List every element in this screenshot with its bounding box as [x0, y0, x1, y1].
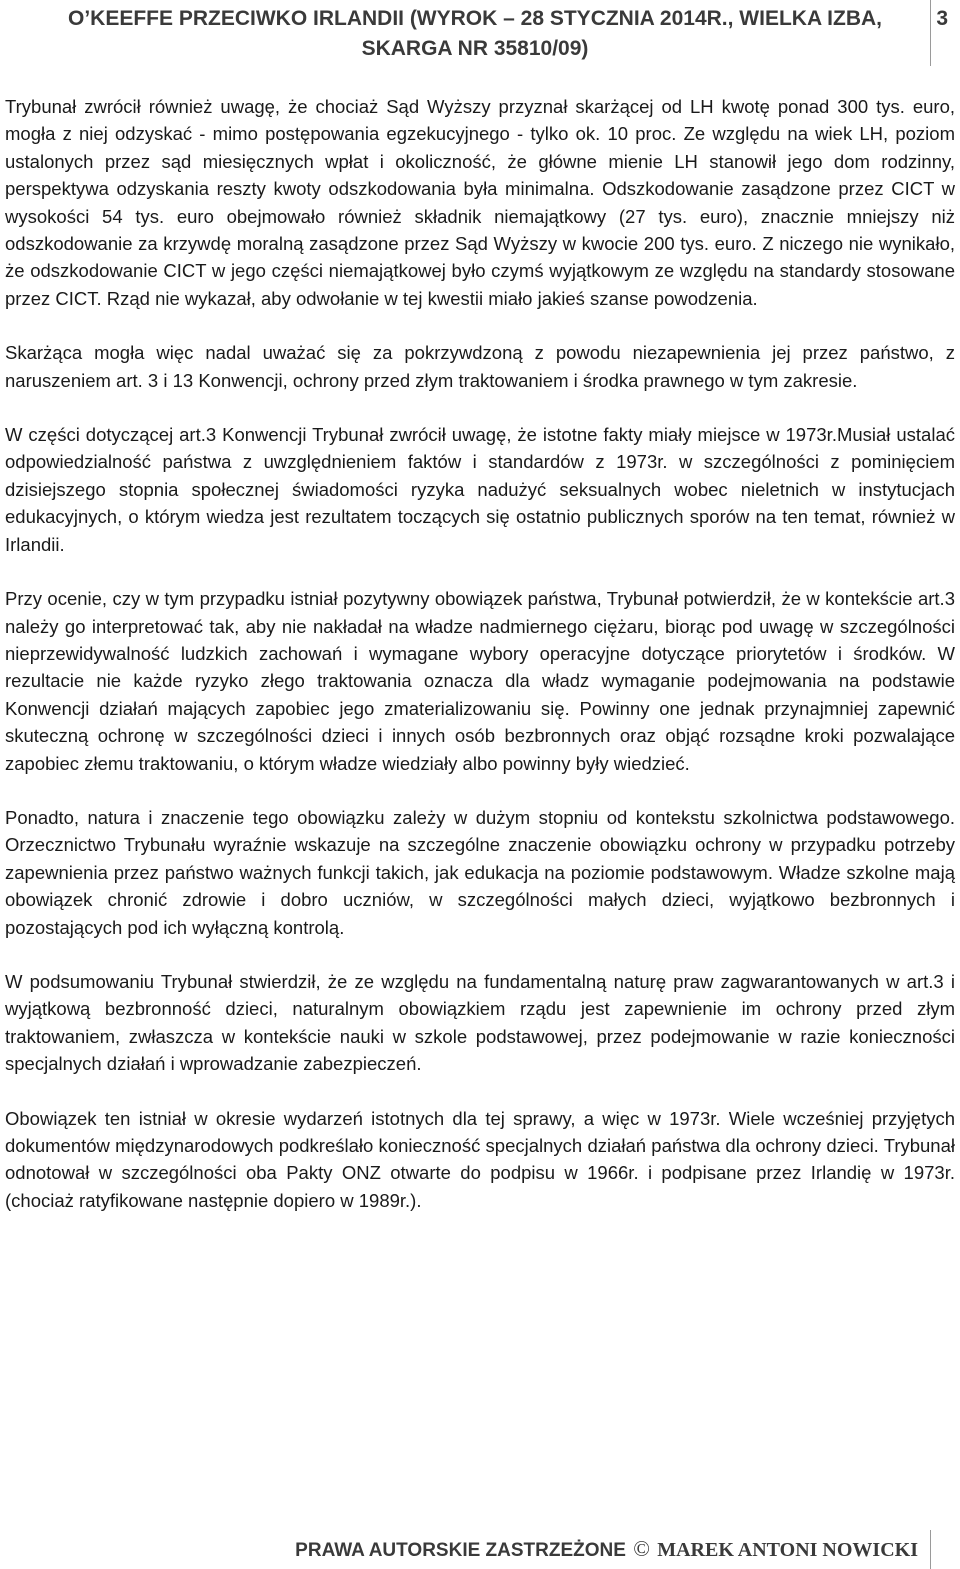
paragraph: Trybunał zwrócił również uwagę, że chociaż Sąd Wyższy przyznał skarżącej od LH kwotę ponad 300 tys. euro, mogła z niej odzyskać - mimo postępowania egzekucyjnego - tylko ok. 10 proc. Ze względu na wiek LH, poziom ustalonych przez sąd miesięcznych wpłat i okoliczność, że główne mienie LH stanowił jego dom rodzinny, perspektywa odzyskania reszty kwoty odszkodowania była minimalna. Odszkodowanie zasądzone przez CICT w wysokości 54 tys. euro obejmowało również składnik niemajątkowy (27 tys. euro), znacznie mniejszy niż odszkodowanie za krzywdę moralną zasądzone przez Sąd Wyższy w kwocie 200 tys. euro. Z niczego nie wynikało, że odszkodowanie CICT w jego części niemajątkowej było czymś wyjątkowym ze względu na standardy stosowane przez CICT. Rząd nie wykazał, aby odwołanie w tej kwestii miało jakieś szanse powodzenia. [5, 96, 955, 309]
paragraph: Obowiązek ten istniał w okresie wydarzeń istotnych dla tej sprawy, a więc w 1973r. Wiele wcześniej przyjętych dokumentów międzynarodowych podkreślało konieczność specjalnych działań państwa dla ochrony dzieci. Trybunał odnotował w szczególności oba Pakty ONZ otwarte do podpisu w 1966r. i podpisane przez Irlandię w 1973r.(chociaż ratyfikowane następnie dopiero w 1989r.). [5, 1107, 955, 1211]
copyright-symbol-icon: © [633, 1536, 650, 1561]
copyright-notice [295, 1536, 918, 1564]
paragraph: Przy ocenie, czy w tym przypadku istniał pozytywny obowiązek państwa, Trybunał potwierdził, że w kontekście art.3 należy go interpretować tak, aby nie nakładał na władze nadmiernego ciężaru, biorąc pod uwagę w szczególności nieprzewidywalność ludzkich zachowań i wymagane wybory operacyjne dotyczące priorytetów i środków. W rezultacie nie każde ryzyko złego traktowania oznacza dla władz wymaganie podejmowania na podstawie Konwencji działań mających zapobiec jego zmaterializowaniu się. Powinny one jednak przynajmniej zapewnić skuteczną ochronę w szczególności dzieci i innych osób bezbronnych oraz objąć rozsądne kroki pozwalające zapobiec złemu traktowaniu, o którym władze wiedziały albo powinny były wiedzieć. [5, 588, 955, 774]
document-body [5, 93, 955, 1241]
paragraph: W podsumowaniu Trybunał stwierdził, że ze względu na fundamentalną naturę praw zagwarantowanych w art.3 i wyjątkową bezbronność dzieci, naturalnym obowiązkiem rządu jest zapewnienie im ochrony przed złym traktowaniem, zwłaszcza w kontekście nauki w szkole podstawowej, przez podejmowanie w razie konieczności specjalnych działań i wprowadzanie zabezpieczeń. [5, 970, 955, 1075]
running-header-title: O’KEEFFE PRZECIWKO IRLANDII (WYROK – 28 STYCZNIA 2014R., WIELKA IZBA, SKARGA NR 35810/09) [67, 7, 882, 60]
paragraph: W części dotyczącej art.3 Konwencji Trybunał zwrócił uwagę, że istotne fakty miały miejsce w 1973r.Musiał ustalać odpowiedzialność państwa z uwzględnieniem faktów i standardów z 1973r. w szczególności z pominięciem dzisiejszego stopnia społecznej świadomości ryzyka nadużyć seksualnych wobec nieletnich w instytucjach edukacyjnych, o którym wiedza jest rezultatem toczących się ostatnio publicznych sporów na ten temat, również w Irlandii. [5, 424, 955, 555]
page-header [0, 0, 960, 72]
header-divider [930, 0, 931, 66]
paragraph: Ponadto, natura i znaczenie tego obowiązku zależy w dużym stopniu od kontekstu szkolnictwa podstawowego. Orzecznictwo Trybunału wyraźnie wskazuje na szczególne znaczenie obowiązku ochrony w przypadku potrzeby zapewnienia przez państwo ważnych funkcji takich, jak edukacja na poziomie podstawowym. Władze szkolne mają obowiązek chronić zdrowie i dobro uczniów, w szczególności małych dzieci, wyjątkowo bezbronnych i pozostających pod ich wyłączną kontrolą. [5, 806, 955, 938]
paragraph: Skarżąca mogła więc nadal uważać się za pokrzywdzoną z powodu niezapewnienia jej przez państwo, z naruszeniem art. 3 i 13 Konwencji, ochrony przed złym traktowaniem i środka prawnego w tym zakresie. [5, 342, 955, 391]
page-number: 3 [936, 7, 948, 30]
author-name: MAREK ANTONI NOWICKI [657, 1539, 918, 1561]
copyright-label: PRAWA AUTORSKIE ZASTRZEŻONE [295, 1540, 626, 1561]
footer-divider [930, 1530, 931, 1569]
page-footer [0, 1530, 960, 1569]
